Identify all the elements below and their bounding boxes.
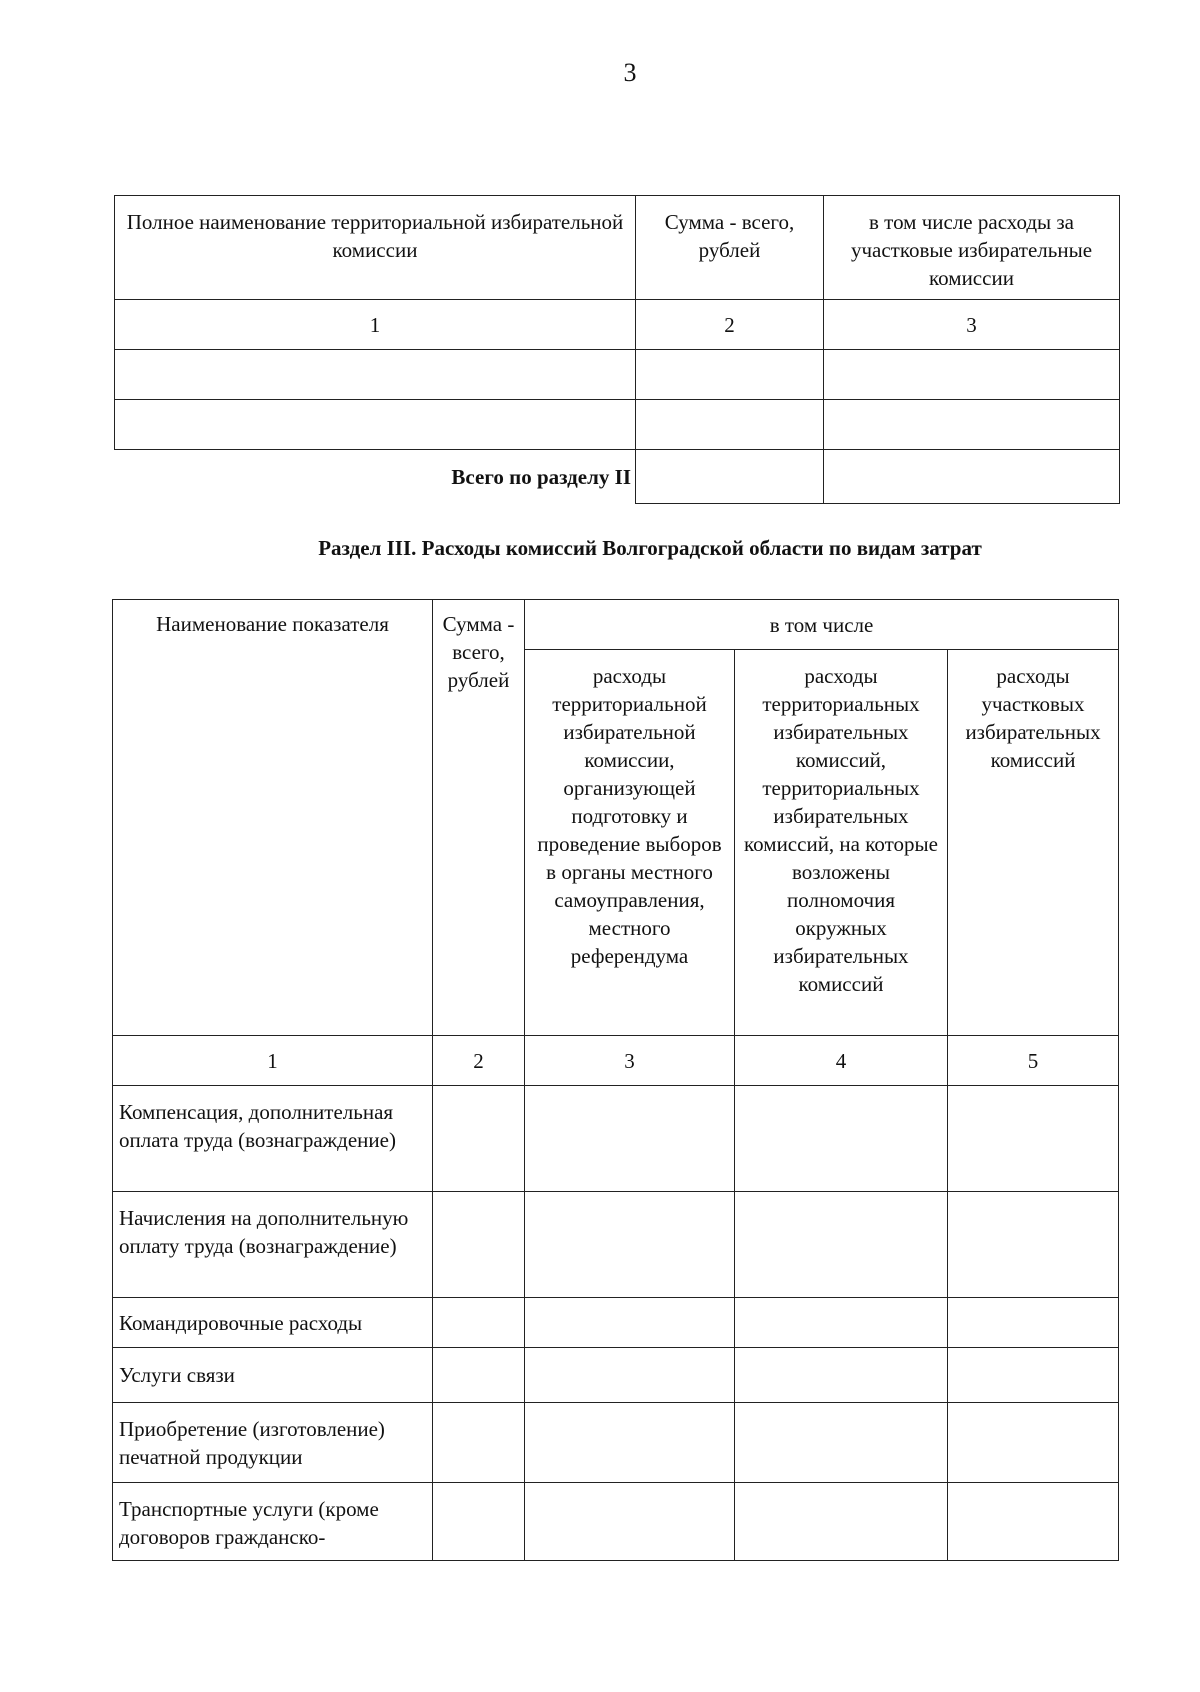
table-cell [824, 350, 1120, 400]
table-cell [115, 350, 636, 400]
row-label: Транспортные услуги (кроме договоров гражданско- [113, 1483, 433, 1561]
table-cell [433, 1086, 525, 1192]
subheader-precinct: расходы участковых избирательных комиссий [948, 650, 1119, 1036]
table-cell [948, 1298, 1119, 1348]
section3-title: Раздел III. Расходы комиссий Волгоградской области по видам затрат [318, 536, 982, 560]
row-label: Приобретение (изготовление) печатной продукции [113, 1403, 433, 1483]
column-number: 1 [113, 1036, 433, 1086]
table-cell [948, 1086, 1119, 1192]
section2-total-label: Всего по разделу II [115, 450, 636, 504]
table-cell [525, 1192, 735, 1298]
column-number: 5 [948, 1036, 1119, 1086]
table-cell [433, 1192, 525, 1298]
table-cell [636, 450, 824, 504]
section2-table [114, 195, 1120, 504]
table-cell [735, 1483, 948, 1561]
row-label: Компенсация, дополнительная оплата труда (вознаграждение) [113, 1086, 433, 1192]
subheader-tik-organizing: расходы территориальной избирательной комиссии, организующей подготовку и проведение выборов в органы местного самоуправления, местного референдума [525, 650, 735, 1036]
column-number: 4 [735, 1036, 948, 1086]
section3-table [112, 599, 1119, 1561]
table-cell [824, 400, 1120, 450]
column-number: 2 [433, 1036, 525, 1086]
header-indicator-name: Наименование показателя [113, 600, 433, 1036]
column-number: 3 [824, 300, 1120, 350]
table-cell [735, 1348, 948, 1403]
table-cell [735, 1298, 948, 1348]
header-including: в том числе [525, 600, 1119, 650]
table-row [113, 1348, 1119, 1403]
table-cell [525, 1483, 735, 1561]
table-cell [636, 350, 824, 400]
table-cell [948, 1403, 1119, 1483]
table-cell [525, 1298, 735, 1348]
header-total-sum: Сумма - всего, рублей [433, 600, 525, 1036]
table-row [113, 1298, 1119, 1348]
table-cell [948, 1483, 1119, 1561]
table-cell [433, 1298, 525, 1348]
table-cell [433, 1483, 525, 1561]
table-cell [433, 1348, 525, 1403]
table-cell [735, 1403, 948, 1483]
header-total-sum: Сумма - всего, рублей [636, 196, 824, 300]
row-label: Начисления на дополнительную оплату труда (вознаграждение) [113, 1192, 433, 1298]
table-cell [525, 1348, 735, 1403]
column-number: 2 [636, 300, 824, 350]
row-label: Командировочные расходы [113, 1298, 433, 1348]
column-number: 1 [115, 300, 636, 350]
table-cell [824, 450, 1120, 504]
table-row [113, 1403, 1119, 1483]
subheader-tik-district: расходы территориальных избирательных комиссий, территориальных избирательных комиссий, на которые возложены полномочия окружных избирательных комиссий [735, 650, 948, 1036]
header-precinct-expenses: в том числе расходы за участковые избирательные комиссии [824, 196, 1120, 300]
table-cell [948, 1348, 1119, 1403]
table-cell [735, 1086, 948, 1192]
table-cell [636, 400, 824, 450]
table-cell [433, 1403, 525, 1483]
column-number: 3 [525, 1036, 735, 1086]
table-cell [525, 1403, 735, 1483]
table-row [113, 1192, 1119, 1298]
header-commission-name: Полное наименование территориальной избирательной комиссии [115, 196, 636, 300]
table-cell [735, 1192, 948, 1298]
table-row [113, 1086, 1119, 1192]
table-cell [115, 400, 636, 450]
table-cell [948, 1192, 1119, 1298]
table-cell [525, 1086, 735, 1192]
row-label: Услуги связи [113, 1348, 433, 1403]
table-row [113, 1483, 1119, 1561]
page-number: 3 [623, 58, 637, 87]
